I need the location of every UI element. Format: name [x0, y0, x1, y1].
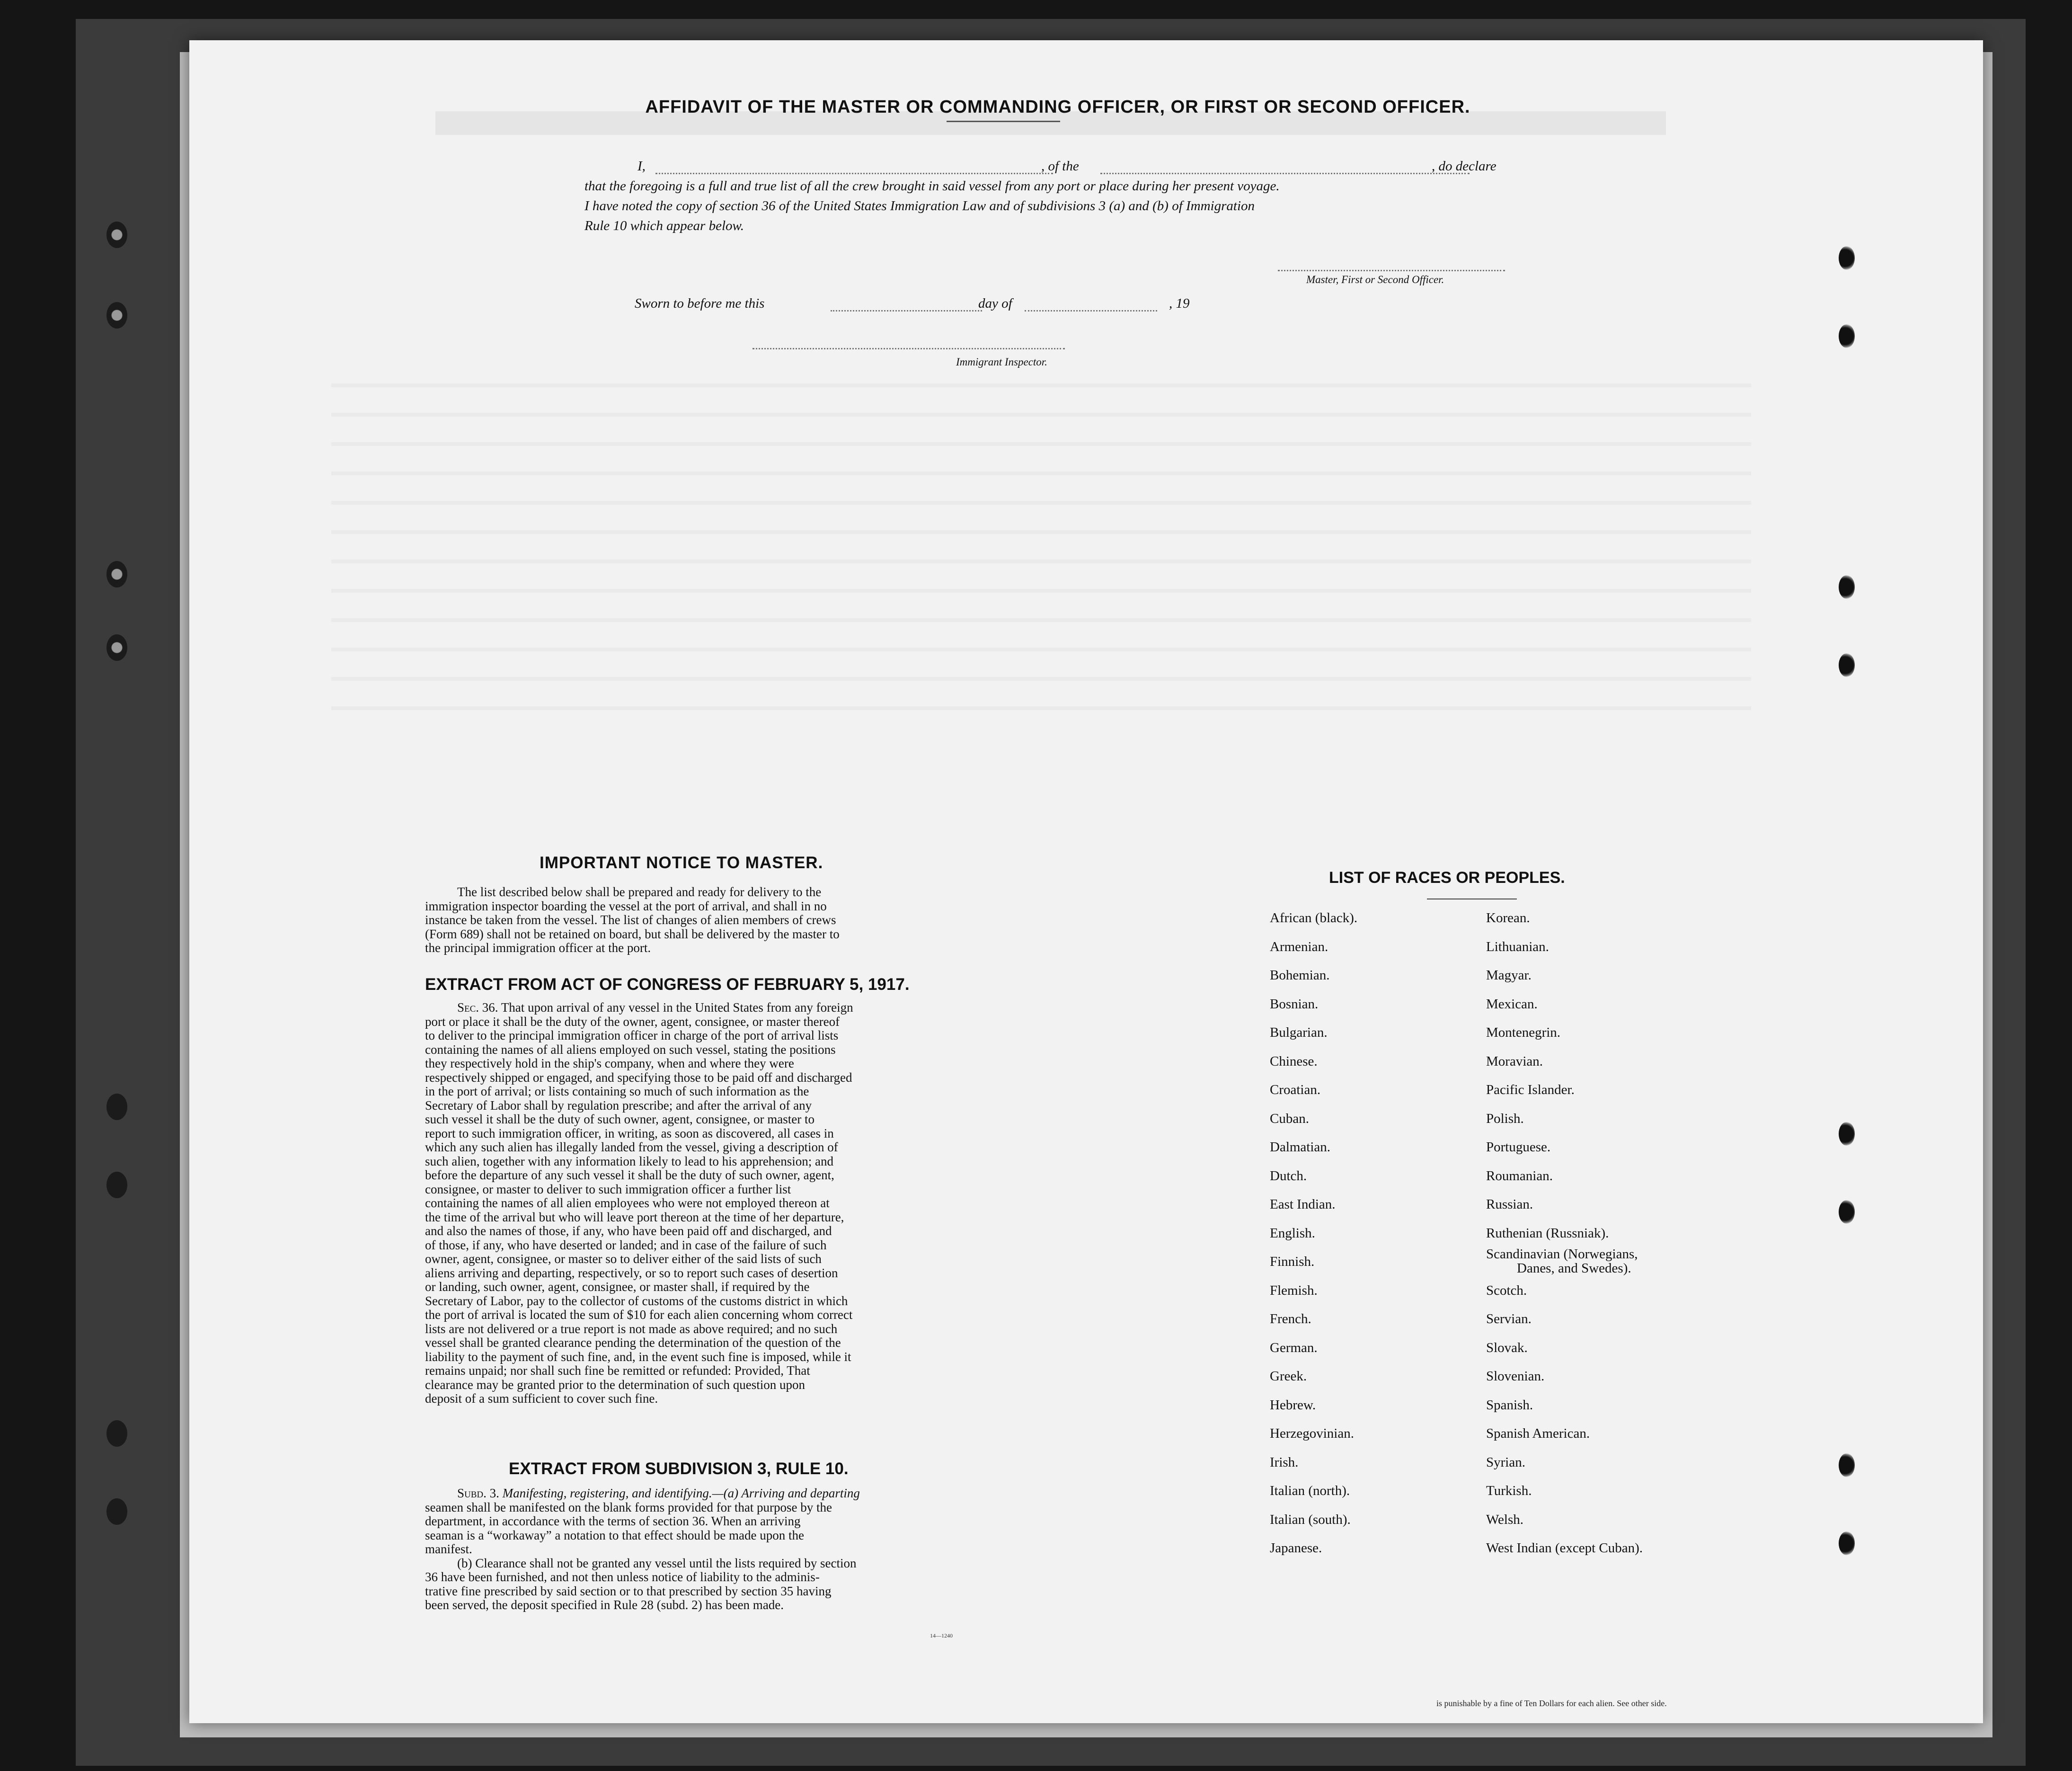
- act-line: Secretary of Labor, pay to the collector of customs of the customs district in which: [425, 1293, 848, 1308]
- rule-line: trative fine prescribed by said section or to that prescribed by section 35 having: [425, 1584, 832, 1598]
- notice-line-4: (Form 689) shall not be retained on board, but shall be delivered by the master to: [425, 926, 840, 941]
- race-item: Mexican.: [1486, 996, 1538, 1012]
- title-underline: [947, 121, 1060, 122]
- race-item: Slovak.: [1486, 1340, 1528, 1355]
- sworn-label: Sworn to before me this: [635, 296, 765, 311]
- race-item: Bosnian.: [1270, 996, 1319, 1012]
- act-line: owner, agent, consignee, or master so to deliver either of the said lists of such: [425, 1252, 822, 1266]
- race-item: Cuban.: [1270, 1111, 1309, 1126]
- race-item: Moravian.: [1486, 1053, 1543, 1069]
- binder-hole-icon: [106, 634, 127, 661]
- act-line: the port of arrival is located the sum of $10 for each alien concerning whom correct: [425, 1308, 853, 1322]
- race-item: Welsh.: [1486, 1512, 1524, 1527]
- race-item: Armenian.: [1270, 939, 1328, 954]
- race-item: English.: [1270, 1225, 1315, 1241]
- master-signature-label: Master, First or Second Officer.: [1306, 274, 1444, 285]
- day-label: day of: [978, 296, 1012, 311]
- race-item: Magyar.: [1486, 968, 1532, 983]
- race-item: Servian.: [1486, 1311, 1532, 1326]
- binder-hole-icon: [106, 302, 127, 329]
- act-heading: EXTRACT FROM ACT OF CONGRESS OF FEBRUARY 5, 1917.: [425, 975, 910, 994]
- affidavit-line-3: I have noted the copy of section 36 of the United States Immigration Law and of subdivisions 3 (a) and (b) of Immigration: [584, 198, 1255, 214]
- act-line: report to such immigration officer, in writing, as soon as discovered, all cases in: [425, 1126, 834, 1140]
- act-line: containing the names of all aliens employed on such vessel, stating the positions: [425, 1042, 836, 1057]
- notice-line-5: the principal immigration officer at the port.: [425, 941, 651, 955]
- race-item: Herzegovinian.: [1270, 1426, 1354, 1441]
- notice-heading: IMPORTANT NOTICE TO MASTER.: [540, 854, 823, 872]
- race-item: Bohemian.: [1270, 968, 1330, 983]
- race-item: Slovenian.: [1486, 1369, 1545, 1384]
- race-item: Roumanian.: [1486, 1168, 1553, 1184]
- race-item-continuation: Danes, and Swedes).: [1517, 1261, 1631, 1276]
- act-line: which any such alien has illegally landed from the vessel, giving a description of: [425, 1140, 838, 1154]
- race-item: Polish.: [1486, 1111, 1524, 1126]
- inspector-label: Immigrant Inspector.: [956, 356, 1047, 368]
- rule-line: been served, the deposit specified in Rule 28 (subd. 2) has been made.: [425, 1598, 784, 1612]
- punch-hole-icon: [1839, 575, 1855, 599]
- race-item: East Indian.: [1270, 1197, 1336, 1212]
- notice-body: [425, 885, 995, 955]
- subd-3-label: Subd. 3.: [457, 1486, 499, 1500]
- notice-line-3: instance be taken from the vessel. The list of changes of alien members of crews: [425, 913, 836, 927]
- race-item: Montenegrin.: [1486, 1025, 1561, 1040]
- act-line: liability to the payment of such fine, and, in the event such fine is imposed, while it: [425, 1349, 851, 1364]
- act-line: port or place it shall be the duty of the owner, agent, consignee, or master thereof: [425, 1014, 840, 1029]
- race-item: Scotch.: [1486, 1282, 1527, 1298]
- rule-heading: EXTRACT FROM SUBDIVISION 3, RULE 10.: [509, 1460, 849, 1478]
- race-item: French.: [1270, 1311, 1311, 1326]
- race-item: Lithuanian.: [1486, 939, 1549, 954]
- act-line: respectively shipped or engaged, and specifying those to be paid off and discharged: [425, 1070, 852, 1085]
- sworn-month-blank[interactable]: [1025, 310, 1157, 311]
- punch-hole-icon: [1839, 324, 1855, 348]
- race-item: West Indian (except Cuban).: [1486, 1540, 1643, 1556]
- act-line: consignee, or master to deliver to such immigration officer a further list: [425, 1182, 791, 1196]
- name-blank[interactable]: [655, 173, 1053, 174]
- act-body: [425, 1001, 995, 1406]
- race-item: Italian (north).: [1270, 1483, 1350, 1498]
- punch-hole-icon: [1839, 1122, 1855, 1146]
- year-label: , 19: [1169, 296, 1190, 311]
- act-line: the time of the arrival but who will leave port thereon at the time of her departure,: [425, 1210, 844, 1224]
- rule-body: [425, 1486, 995, 1612]
- act-line: aliens arriving and departing, respectively, or so to report such cases of desertion: [425, 1265, 838, 1280]
- act-line: or landing, such owner, agent, consignee, or master shall, if required by the: [425, 1280, 810, 1294]
- act-line: lists are not delivered or a true report is not made as above required; and no such: [425, 1321, 838, 1336]
- race-item: Dalmatian.: [1270, 1139, 1331, 1155]
- binder-hole-icon: [106, 1094, 127, 1120]
- document-page: [189, 40, 1983, 1723]
- act-line: to deliver to the principal immigration officer in charge of the port of arrival lists: [425, 1028, 839, 1042]
- affidavit-title: AFFIDAVIT OF THE MASTER OR COMMANDING OFFICER, OR FIRST OR SECOND OFFICER.: [645, 97, 1470, 117]
- rule-line-0: Subd. 3. Manifesting, registering, and identifying.—(a) Arriving and departing: [457, 1486, 860, 1500]
- race-item: Irish.: [1270, 1454, 1299, 1470]
- bleed-through-shadow: [331, 379, 1751, 710]
- act-line: Secretary of Labor shall by regulation prescribe; and after the arrival of any: [425, 1098, 812, 1112]
- race-item: Dutch.: [1270, 1168, 1307, 1184]
- race-item: Japanese.: [1270, 1540, 1322, 1556]
- race-item: Flemish.: [1270, 1282, 1318, 1298]
- race-item: Bulgarian.: [1270, 1025, 1328, 1040]
- race-item: Greek.: [1270, 1369, 1307, 1384]
- race-item: African (black).: [1270, 910, 1358, 926]
- race-item: Korean.: [1486, 910, 1530, 926]
- punch-hole-icon: [1839, 1453, 1855, 1477]
- punch-hole-icon: [1839, 1531, 1855, 1555]
- act-line: in the port of arrival; or lists containing so much of such information as the: [425, 1084, 809, 1098]
- notice-line-2: immigration inspector boarding the vessel at the port of arrival, and shall in no: [425, 899, 827, 913]
- race-item: Spanish.: [1486, 1397, 1533, 1413]
- rule-line: seaman is a “workaway” a notation to that effect should be made upon the: [425, 1528, 804, 1542]
- rule-line: manifest.: [425, 1542, 472, 1556]
- master-signature-line[interactable]: [1278, 270, 1505, 271]
- race-item: Pacific Islander.: [1486, 1082, 1575, 1097]
- act-line: vessel shall be granted clearance pending the determination of the question of the: [425, 1335, 841, 1350]
- act-line: remains unpaid; nor shall such fine be remitted or refunded: Provided, That: [425, 1363, 810, 1378]
- race-item: Hebrew.: [1270, 1397, 1316, 1413]
- punch-hole-icon: [1839, 1200, 1855, 1224]
- act-line: such vessel it shall be the duty of such owner, agent, consignee, or master to: [425, 1112, 815, 1126]
- form-code: 14—1240: [930, 1632, 953, 1639]
- race-item: Italian (south).: [1270, 1512, 1351, 1527]
- affidavit-of-label: , of the: [1041, 159, 1079, 174]
- affidavit-declare-label: , do declare: [1432, 159, 1496, 174]
- act-line: they respectively hold in the ship's company, when and where they were: [425, 1056, 794, 1070]
- act-line: containing the names of all alien employees who were not employed thereon at: [425, 1196, 830, 1210]
- binder-hole-icon: [106, 1498, 127, 1525]
- footer-fine-note: is punishable by a fine of Ten Dollars for each alien. See other side.: [1436, 1699, 1667, 1708]
- affidavit-i-label: I,: [638, 159, 646, 174]
- notice-line-1: The list described below shall be prepared and ready for delivery to the: [457, 885, 822, 899]
- rule-line: seamen shall be manifested on the blank forms provided for that purpose by the: [425, 1500, 832, 1514]
- binder-hole-icon: [106, 1172, 127, 1198]
- binder-hole-icon: [106, 1420, 127, 1447]
- act-line: deposit of a sum sufficient to cover such fine.: [425, 1391, 658, 1406]
- act-line: clearance may be granted prior to the determination of such question upon: [425, 1377, 805, 1392]
- race-item: Ruthenian (Russniak).: [1486, 1225, 1609, 1241]
- race-item: Scandinavian (Norwegians,: [1486, 1246, 1638, 1262]
- rule-line: (b) Clearance shall not be granted any vessel until the lists required by section: [457, 1556, 857, 1570]
- race-item: Syrian.: [1486, 1454, 1525, 1470]
- act-line: such alien, together with any information likely to lead to his apprehension; and: [425, 1154, 834, 1168]
- punch-hole-icon: [1839, 246, 1855, 270]
- race-item: Chinese.: [1270, 1053, 1318, 1069]
- act-line: before the departure of any such vessel it shall be the duty of such owner, agent,: [425, 1168, 834, 1182]
- race-item: Finnish.: [1270, 1254, 1315, 1269]
- inspector-signature-line[interactable]: [753, 348, 1065, 349]
- act-line-0: Sec. 36. That upon arrival of any vessel in the United States from any foreign: [457, 1000, 853, 1015]
- binder-hole-icon: [106, 561, 127, 587]
- act-line: and also the names of those, if any, who have been paid off and discharged, and: [425, 1224, 832, 1238]
- race-item: Spanish American.: [1486, 1426, 1590, 1441]
- affidavit-line-4: Rule 10 which appear below.: [584, 218, 744, 233]
- races-heading: LIST OF RACES OR PEOPLES.: [1329, 869, 1565, 887]
- race-item: Portuguese.: [1486, 1139, 1551, 1155]
- race-item: Russian.: [1486, 1197, 1533, 1212]
- rule-line: department, in accordance with the terms of section 36. When an arriving: [425, 1514, 801, 1528]
- punch-hole-icon: [1839, 653, 1855, 677]
- vessel-blank[interactable]: [1100, 173, 1470, 174]
- affidavit-line-2: that the foregoing is a full and true list of all the crew brought in said vessel from any port or place during her present voyage.: [584, 178, 1280, 194]
- race-item: German.: [1270, 1340, 1318, 1355]
- act-line: of those, if any, who have deserted or landed; and in case of the failure of such: [425, 1237, 827, 1252]
- binder-hole-icon: [106, 222, 127, 248]
- race-item: Turkish.: [1486, 1483, 1532, 1498]
- rule-line: 36 have been furnished, and not then unless notice of liability to the adminis-: [425, 1570, 820, 1584]
- race-item: Croatian.: [1270, 1082, 1321, 1097]
- sec-36-label: Sec. 36.: [457, 1000, 498, 1015]
- sworn-day-blank[interactable]: [831, 310, 982, 311]
